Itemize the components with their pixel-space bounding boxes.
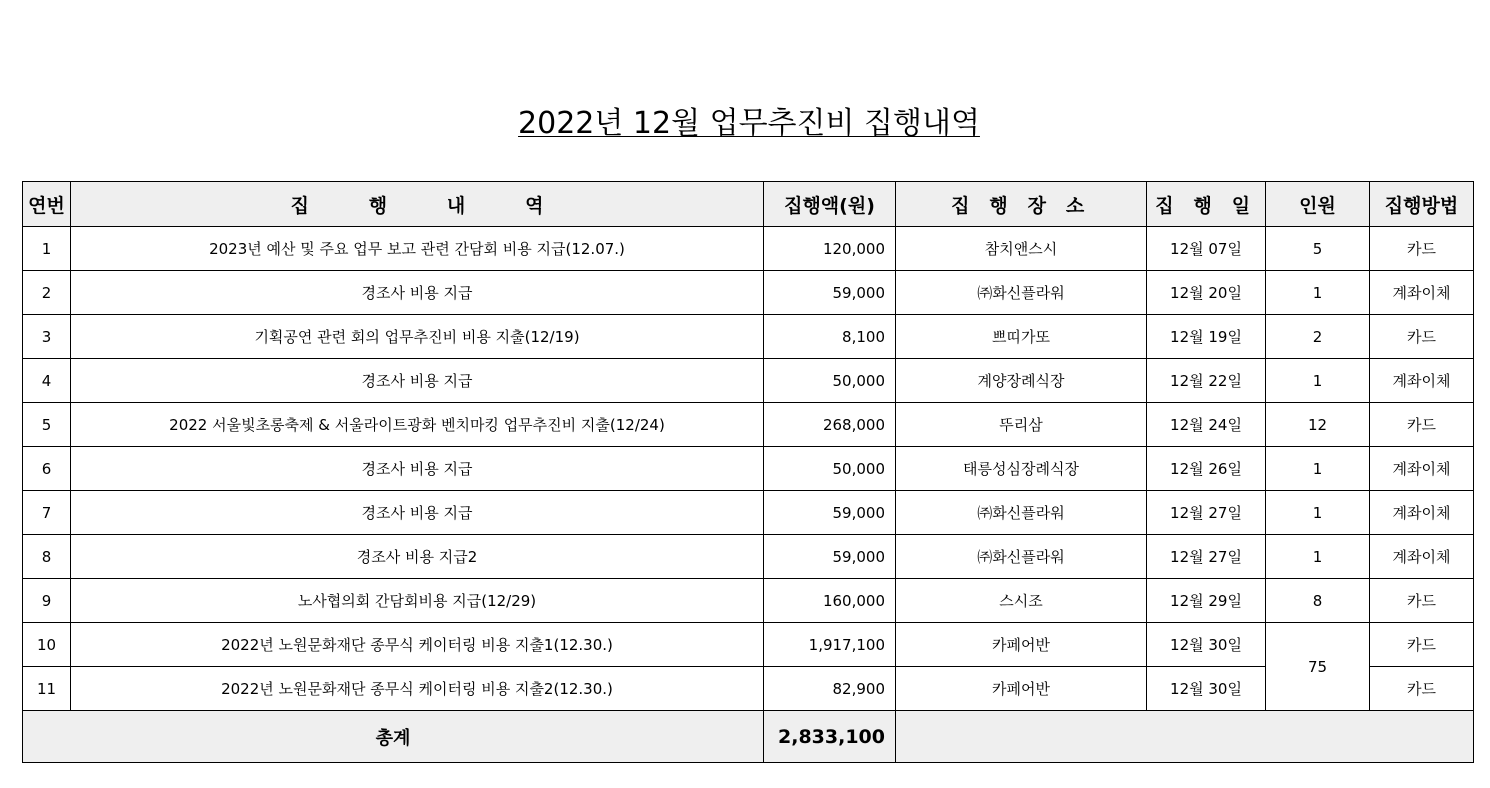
cell-people: 1 bbox=[1266, 447, 1370, 491]
total-label: 총계 bbox=[23, 711, 764, 763]
cell-people: 5 bbox=[1266, 227, 1370, 271]
cell-method: 계좌이체 bbox=[1370, 359, 1474, 403]
cell-no: 10 bbox=[23, 623, 71, 667]
cell-method: 계좌이체 bbox=[1370, 535, 1474, 579]
table-row bbox=[23, 623, 1474, 667]
cell-method: 계좌이체 bbox=[1370, 271, 1474, 315]
cell-people: 12 bbox=[1266, 403, 1370, 447]
cell-no: 8 bbox=[23, 535, 71, 579]
cell-detail: 경조사 비용 지급 bbox=[71, 271, 764, 315]
cell-amount: 1,917,100 bbox=[764, 623, 896, 667]
cell-people: 2 bbox=[1266, 315, 1370, 359]
header-date: 집 행 일 bbox=[1147, 182, 1266, 227]
header-method: 집행방법 bbox=[1370, 182, 1474, 227]
cell-place: 스시조 bbox=[896, 579, 1147, 623]
cell-no: 4 bbox=[23, 359, 71, 403]
cell-detail: 경조사 비용 지급 bbox=[71, 359, 764, 403]
total-row bbox=[23, 711, 1474, 763]
header-detail: 집 행 내 역 bbox=[71, 182, 764, 227]
cell-place: 카페어반 bbox=[896, 623, 1147, 667]
table-row bbox=[23, 271, 1474, 315]
cell-no: 7 bbox=[23, 491, 71, 535]
cell-detail: 2022 서울빛초롱축제 & 서울라이트광화 벤치마킹 업무추진비 지출(12/24) bbox=[71, 403, 764, 447]
cell-date: 12월 29일 bbox=[1147, 579, 1266, 623]
cell-people: 1 bbox=[1266, 359, 1370, 403]
cell-date: 12월 22일 bbox=[1147, 359, 1266, 403]
table-row bbox=[23, 315, 1474, 359]
cell-method: 카드 bbox=[1370, 227, 1474, 271]
cell-detail: 2022년 노원문화재단 종무식 케이터링 비용 지출1(12.30.) bbox=[71, 623, 764, 667]
cell-amount: 59,000 bbox=[764, 535, 896, 579]
cell-detail: 경조사 비용 지급2 bbox=[71, 535, 764, 579]
cell-method: 계좌이체 bbox=[1370, 447, 1474, 491]
cell-no: 6 bbox=[23, 447, 71, 491]
cell-place: 뚜리삼 bbox=[896, 403, 1147, 447]
cell-amount: 82,900 bbox=[764, 667, 896, 711]
header-place: 집 행 장 소 bbox=[896, 182, 1147, 227]
cell-date: 12월 27일 bbox=[1147, 491, 1266, 535]
table-row bbox=[23, 359, 1474, 403]
cell-people: 1 bbox=[1266, 271, 1370, 315]
cell-detail: 2023년 예산 및 주요 업무 보고 관련 간담회 비용 지급(12.07.) bbox=[71, 227, 764, 271]
cell-amount: 8,100 bbox=[764, 315, 896, 359]
cell-method: 카드 bbox=[1370, 315, 1474, 359]
cell-detail: 경조사 비용 지급 bbox=[71, 447, 764, 491]
cell-detail: 기획공연 관련 회의 업무추진비 비용 지출(12/19) bbox=[71, 315, 764, 359]
cell-amount: 160,000 bbox=[764, 579, 896, 623]
header-amount: 집행액(원) bbox=[764, 182, 896, 227]
cell-place: ㈜화신플라워 bbox=[896, 535, 1147, 579]
cell-people: 1 bbox=[1266, 491, 1370, 535]
cell-people-merged: 75 bbox=[1266, 623, 1370, 711]
header-people: 인원 bbox=[1266, 182, 1370, 227]
cell-no: 1 bbox=[23, 227, 71, 271]
cell-detail: 경조사 비용 지급 bbox=[71, 491, 764, 535]
table-row bbox=[23, 579, 1474, 623]
table-row bbox=[23, 447, 1474, 491]
table-row bbox=[23, 403, 1474, 447]
header-no: 연번 bbox=[23, 182, 71, 227]
cell-no: 9 bbox=[23, 579, 71, 623]
cell-place: 계양장례식장 bbox=[896, 359, 1147, 403]
cell-place: ㈜화신플라워 bbox=[896, 271, 1147, 315]
cell-method: 카드 bbox=[1370, 579, 1474, 623]
cell-no: 2 bbox=[23, 271, 71, 315]
cell-date: 12월 20일 bbox=[1147, 271, 1266, 315]
header-row bbox=[23, 182, 1474, 227]
cell-place: 카페어반 bbox=[896, 667, 1147, 711]
expense-table bbox=[22, 181, 1474, 763]
cell-amount: 120,000 bbox=[764, 227, 896, 271]
cell-amount: 50,000 bbox=[764, 359, 896, 403]
cell-method: 카드 bbox=[1370, 623, 1474, 667]
cell-amount: 268,000 bbox=[764, 403, 896, 447]
cell-place: 참치앤스시 bbox=[896, 227, 1147, 271]
cell-amount: 50,000 bbox=[764, 447, 896, 491]
table-row bbox=[23, 227, 1474, 271]
cell-amount: 59,000 bbox=[764, 491, 896, 535]
page-title: 2022년 12월 업무추진비 집행내역 bbox=[518, 106, 980, 141]
cell-date: 12월 26일 bbox=[1147, 447, 1266, 491]
cell-people: 8 bbox=[1266, 579, 1370, 623]
cell-date: 12월 30일 bbox=[1147, 667, 1266, 711]
cell-date: 12월 19일 bbox=[1147, 315, 1266, 359]
cell-method: 카드 bbox=[1370, 667, 1474, 711]
cell-date: 12월 27일 bbox=[1147, 535, 1266, 579]
cell-method: 카드 bbox=[1370, 403, 1474, 447]
cell-place: 태릉성심장례식장 bbox=[896, 447, 1147, 491]
table-row bbox=[23, 535, 1474, 579]
cell-no: 3 bbox=[23, 315, 71, 359]
table-row bbox=[23, 667, 1474, 711]
cell-place: ㈜화신플라워 bbox=[896, 491, 1147, 535]
cell-detail: 노사협의회 간담회비용 지급(12/29) bbox=[71, 579, 764, 623]
cell-date: 12월 07일 bbox=[1147, 227, 1266, 271]
total-blank bbox=[896, 711, 1474, 763]
cell-detail: 2022년 노원문화재단 종무식 케이터링 비용 지출2(12.30.) bbox=[71, 667, 764, 711]
cell-people: 1 bbox=[1266, 535, 1370, 579]
table-row bbox=[23, 491, 1474, 535]
cell-date: 12월 30일 bbox=[1147, 623, 1266, 667]
cell-method: 계좌이체 bbox=[1370, 491, 1474, 535]
cell-no: 5 bbox=[23, 403, 71, 447]
cell-place: 쁘띠가또 bbox=[896, 315, 1147, 359]
cell-date: 12월 24일 bbox=[1147, 403, 1266, 447]
total-amount: 2,833,100 bbox=[764, 711, 896, 763]
cell-no: 11 bbox=[23, 667, 71, 711]
cell-amount: 59,000 bbox=[764, 271, 896, 315]
